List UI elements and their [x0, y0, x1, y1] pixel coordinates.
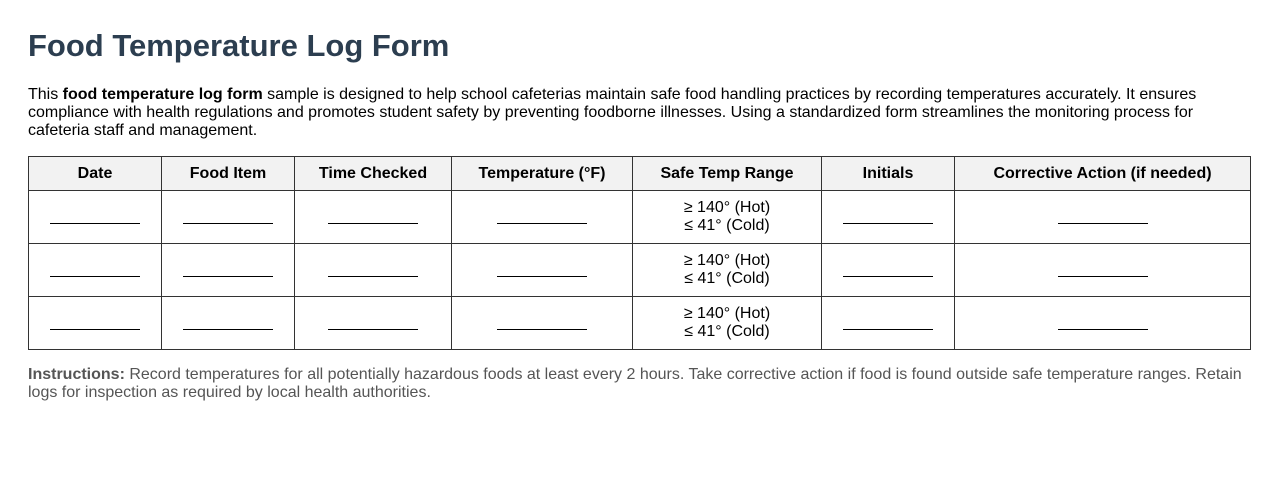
- safe-temp-range: [684, 199, 770, 235]
- safe-cold: ≤ 41° (Cold): [684, 270, 770, 287]
- food-item-blank-line: [183, 328, 273, 330]
- safe-temp-range: [684, 305, 770, 341]
- initials-cell[interactable]: [822, 297, 955, 350]
- table-row: [29, 297, 1251, 350]
- initials-blank-line: [843, 328, 933, 330]
- time-checked-blank-line: [328, 275, 418, 277]
- temperature-blank-line: [497, 328, 587, 330]
- column-header-corrective-action: Corrective Action (if needed): [955, 157, 1251, 191]
- safe-hot: ≥ 140° (Hot): [683, 199, 771, 216]
- date-blank-line: [50, 328, 140, 330]
- intro-paragraph: [28, 86, 1250, 140]
- safe-cold: ≤ 41° (Cold): [684, 217, 770, 234]
- corrective-action-cell[interactable]: [955, 191, 1251, 244]
- time-checked-cell[interactable]: [295, 191, 452, 244]
- column-header-temperature: Temperature (°F): [452, 157, 633, 191]
- food-item-cell[interactable]: [162, 244, 295, 297]
- instructions-text: Record temperatures for all potentially hazardous foods at least every 2 hours. Take corrective action if food is found outside safe temperature ranges. Retain logs for inspection as required by local health authorities.: [28, 366, 1242, 401]
- safe-hot: ≥ 140° (Hot): [683, 305, 771, 322]
- time-checked-blank-line: [328, 328, 418, 330]
- date-blank-line: [50, 275, 140, 277]
- initials-blank-line: [843, 275, 933, 277]
- temperature-cell[interactable]: [452, 244, 633, 297]
- food-item-cell[interactable]: [162, 191, 295, 244]
- temperature-cell[interactable]: [452, 191, 633, 244]
- safe-cold: ≤ 41° (Cold): [684, 323, 770, 340]
- time-checked-cell[interactable]: [295, 244, 452, 297]
- instructions-label: Instructions:: [28, 366, 125, 383]
- corrective-action-blank-line: [1058, 328, 1148, 330]
- date-cell[interactable]: [29, 297, 162, 350]
- instructions-paragraph: [28, 366, 1250, 402]
- initials-cell[interactable]: [822, 244, 955, 297]
- date-cell[interactable]: [29, 191, 162, 244]
- corrective-action-cell[interactable]: [955, 244, 1251, 297]
- safe-temp-range-cell: [633, 297, 822, 350]
- time-checked-cell[interactable]: [295, 297, 452, 350]
- food-item-blank-line: [183, 222, 273, 224]
- corrective-action-blank-line: [1058, 222, 1148, 224]
- food-item-cell[interactable]: [162, 297, 295, 350]
- page-title: Food Temperature Log Form: [28, 28, 450, 63]
- time-checked-blank-line: [328, 222, 418, 224]
- initials-cell[interactable]: [822, 191, 955, 244]
- safe-temp-range: [684, 252, 770, 288]
- temperature-log-table: [28, 156, 1251, 350]
- intro-prefix: This: [28, 86, 63, 103]
- column-header-food-item: Food Item: [162, 157, 295, 191]
- date-blank-line: [50, 222, 140, 224]
- column-header-initials: Initials: [822, 157, 955, 191]
- safe-temp-range-cell: [633, 244, 822, 297]
- corrective-action-cell[interactable]: [955, 297, 1251, 350]
- table-row: [29, 244, 1251, 297]
- intro-bold: food temperature log form: [62, 86, 263, 103]
- safe-hot: ≥ 140° (Hot): [683, 252, 771, 269]
- initials-blank-line: [843, 222, 933, 224]
- temperature-cell[interactable]: [452, 297, 633, 350]
- column-header-date: Date: [29, 157, 162, 191]
- safe-temp-range-cell: [633, 191, 822, 244]
- table-header-row: [29, 157, 1251, 191]
- column-header-safe-temp-range: Safe Temp Range: [633, 157, 822, 191]
- temperature-blank-line: [497, 222, 587, 224]
- temperature-blank-line: [497, 275, 587, 277]
- date-cell[interactable]: [29, 244, 162, 297]
- corrective-action-blank-line: [1058, 275, 1148, 277]
- food-item-blank-line: [183, 275, 273, 277]
- intro-suffix: sample is designed to help school cafeterias maintain safe food handling practices by recording temperatures accurately. It ensures compliance with health regulations and promotes student safety by preventing foodborne illnesses. Using a standardized form streamlines the monitoring process for cafeteria staff and management.: [28, 86, 1197, 139]
- column-header-time-checked: Time Checked: [295, 157, 452, 191]
- table-row: [29, 191, 1251, 244]
